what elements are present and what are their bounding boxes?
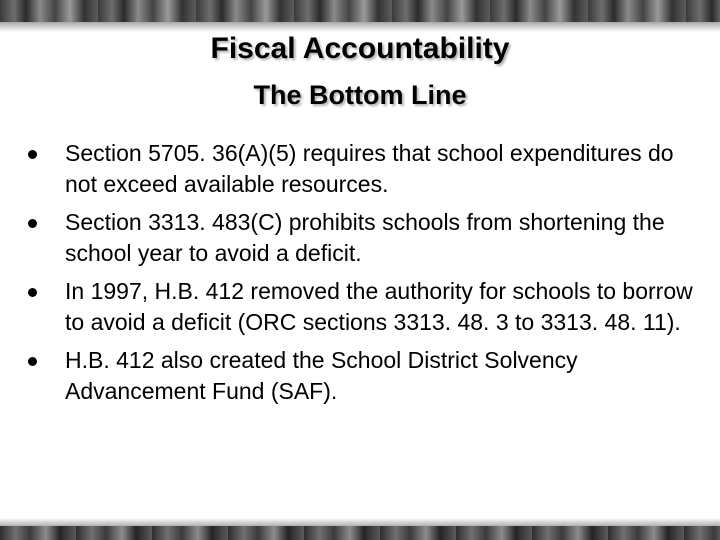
- bullet-dot-icon: [28, 357, 37, 366]
- bullet-dot-icon: [28, 288, 37, 297]
- bullet-item: [28, 345, 698, 407]
- bullet-item: [28, 276, 698, 338]
- bullet-text: H.B. 412 also created the School District Solvency Advancement Fund (SAF).: [65, 347, 578, 404]
- bullet-dot-icon: [28, 150, 37, 159]
- bullet-item: [28, 138, 698, 200]
- bullet-text: Section 5705. 36(A)(5) requires that school expenditures do not exceed available resources.: [65, 140, 674, 197]
- bullet-list: [28, 138, 698, 414]
- bullet-text: In 1997, H.B. 412 removed the authority for schools to borrow to avoid a deficit (ORC sections 3313. 48. 3 to 3313. 48. 11).: [65, 278, 693, 335]
- top-decorative-band: [0, 0, 720, 22]
- bottom-decorative-band: [0, 526, 720, 540]
- bottom-band-fade: [0, 518, 720, 526]
- slide-subtitle: The Bottom Line: [253, 80, 467, 110]
- bullet-item: [28, 207, 698, 269]
- slide-title: Fiscal Accountability: [210, 32, 510, 65]
- bullet-dot-icon: [28, 219, 37, 228]
- bullet-text: Section 3313. 483(C) prohibits schools from shortening the school year to avoid a deficit.: [65, 209, 665, 266]
